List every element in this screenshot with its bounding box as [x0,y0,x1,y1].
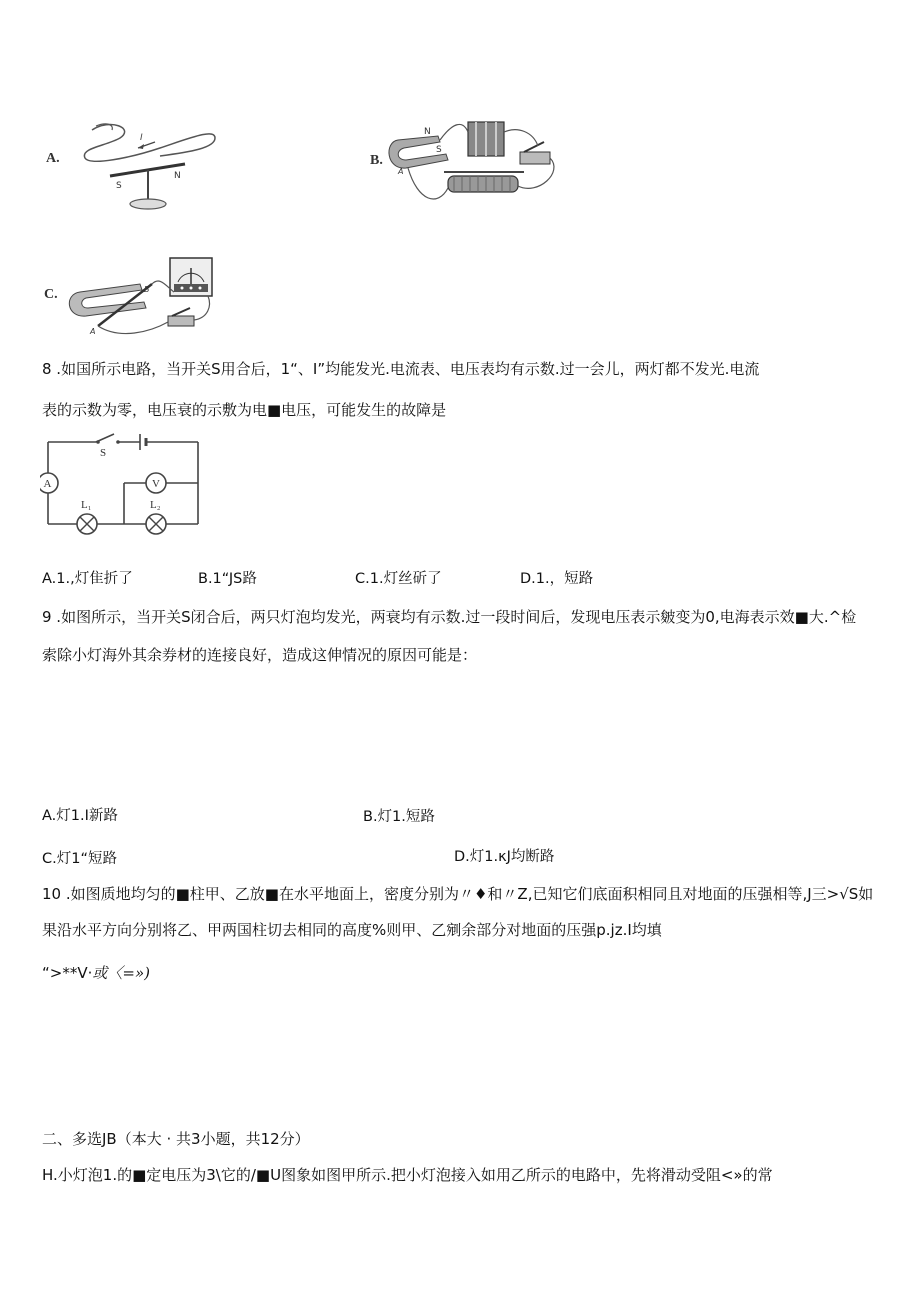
figure-b-point-a: A [398,167,404,176]
figure-a-needle-s: S [116,181,122,191]
figure-a-needle-n: N [174,171,181,181]
q8-option-d[interactable]: D.1.，短路 [520,571,594,587]
q8-circuit-diagram [40,430,205,538]
q9-option-d[interactable]: D.灯1.κJ均断路 [454,849,555,865]
figure-b-pole-s: S [436,145,442,155]
q9-stem-line1: 9 .如图所示，当开关S闭合后，两只灯泡均发光，两衰均有示数.过一段时间后，发现电压表示皴变为0,电海表示效■大.^检 [42,608,857,626]
q10-stem-line1: 10 .如图质地均匀的■柱甲、乙放■在水平地面上，密度分别为〃♦和〃Z,已知它们底面积相同且对地面的压强相等,J三>√S如 [42,885,874,903]
q8-lamp2-label: L₂ [150,499,161,511]
q10-stem-line2: 果沿水平方向分别将乙、甲两国柱切去相同的高度%则甲、乙剜余部分对地面的压强p.jz.I均填 [42,921,662,939]
figure-b-label: B. [370,153,383,168]
q8-stem-line1: 8 .如国所示电路，当开关S用合后，1“、I”均能发光.电流表、电压表均有示数.过一会儿，两灯都不发光.电流 [42,360,760,378]
q8-lamp1-label: L₁ [81,499,92,511]
q10-stem-line3-part2: 或〈=») [92,964,150,982]
figure-a [40,118,240,218]
q8-option-b[interactable]: B.1“JS路 [198,571,257,587]
figure-b [368,112,568,220]
figure-b-pole-n: N [424,127,431,137]
q9-option-b[interactable]: B.灯1.短路 [363,809,435,825]
q8-ammeter-label: A [43,478,52,490]
figure-c [40,256,240,340]
q10-stem-line3 [42,963,150,983]
q8-switch-label: S [100,447,107,459]
q10-stem-line3-part1: “>**V· [42,964,93,982]
section2-heading: 二、多选JB（本大 · 共3小题，共12分） [42,1130,310,1148]
q8-option-a[interactable]: A.1.,灯隹折了 [42,571,133,587]
figure-a-label: A. [46,151,60,166]
q8-option-c[interactable]: C.1.灯丝斫了 [355,571,442,587]
figure-c-label: C. [44,287,58,302]
q11-stem-line1: H.小灯泡1.的■定电压为3\它的/■U图象如图甲所示.把小灯泡接入如用乙所示的电路中，先将滑动受阻<»的常 [42,1166,773,1184]
figure-c-point-a: A [90,327,96,336]
figure-a-current-letter: I [140,133,143,143]
q8-voltmeter-label: V [152,478,160,490]
q9-stem-line2: 索除小灯海外其余券材的连接良好，造成这伸情况的原因可能是： [42,646,478,664]
q9-option-c[interactable]: C.灯1“短路 [42,851,117,867]
figure-c-point-b: B [144,285,150,294]
q9-option-a[interactable]: A.灯1.I新路 [42,808,118,824]
q8-stem-line2: 表的示数为零，电压衰的示敷为电■电压，可能发生的故障是 [42,401,447,419]
